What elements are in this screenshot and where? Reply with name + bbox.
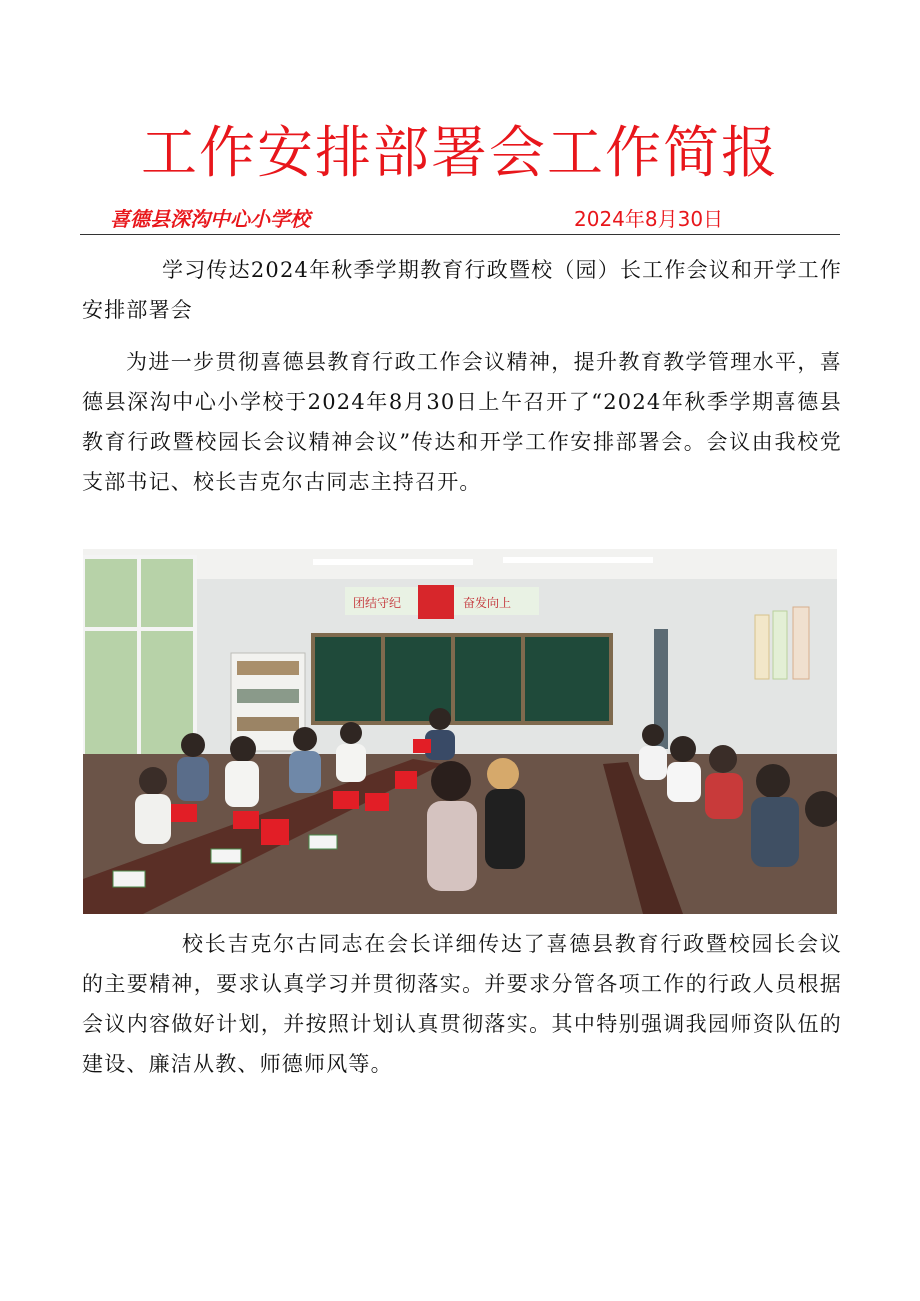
school-name: 喜德县深沟中心小学校 <box>110 207 310 231</box>
intro-paragraph: 学习传达2024年秋季学期教育行政暨校（园）长工作会议和开学工作安排部署会 <box>82 258 842 322</box>
report-date: 2024年8月30日 <box>574 207 724 231</box>
banner-right-text: 奋发向上 <box>463 596 512 610</box>
summary-paragraph: 校长吉克尔古同志在会长详细传达了喜德县教育行政暨校园长会议的主要精神，要求认真学习并贯彻落实。并要求分管各项工作的行政人员根据会议内容做好计划，并按照计划认真贯彻落实。其中特别强调我园师资队伍的建设、廉洁从教、师德师风等。 <box>82 932 842 1076</box>
meeting-paragraph: 为进一步贯彻喜德县教育行政工作会议精神，提升教育教学管理水平，喜德县深沟中心小学校于2024年8月30日上午召开了“2024年秋季学期喜德县教育行政暨校园长会议精神会议”传达和开学工作安排部署会。会议由我校党支部书记、校长吉克尔古同志主持召开。 <box>82 350 842 494</box>
meeting-photo <box>83 549 837 914</box>
header-divider <box>80 234 840 235</box>
page-title: 工作安排部署会工作简报 <box>141 121 779 186</box>
meeting-photo-illustration <box>83 549 837 914</box>
banner-left-text: 团结守纪 <box>353 596 402 610</box>
